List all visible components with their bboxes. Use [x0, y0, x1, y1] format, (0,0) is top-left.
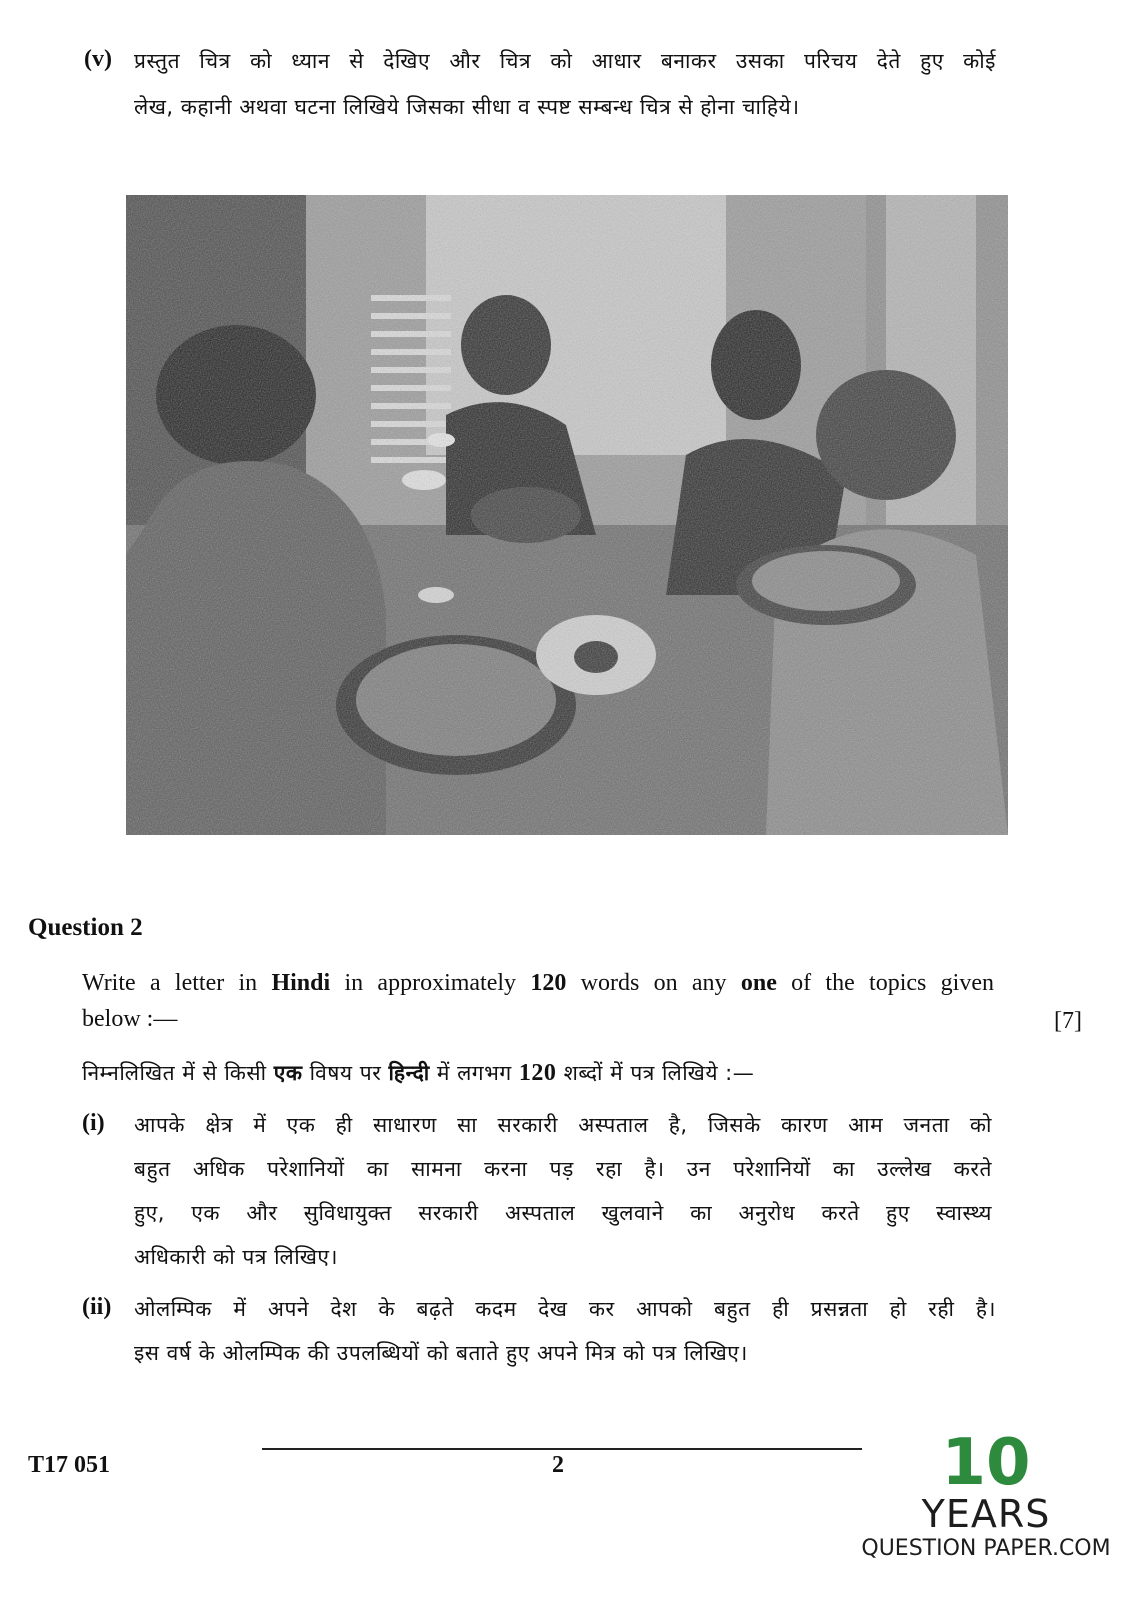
- part-v-line-2: लेख, कहानी अथवा घटना लिखिये जिसका सीधा व स्पष्ट सम्बन्ध चित्र से होना चाहिये।: [134, 95, 800, 119]
- logo-site: QUESTION PAPER.COM: [861, 1536, 1111, 1561]
- option-label-i: (i): [82, 1110, 105, 1136]
- logo-number: 10: [941, 1426, 1031, 1500]
- scene-photograph: [126, 195, 1008, 835]
- option-i-line-1: आपके क्षेत्र में एक ही साधारण सा सरकारी अस्पताल है, जिसके कारण आम जनता को: [134, 1113, 992, 1137]
- instruction-text: of the topics given: [776, 970, 994, 996]
- paper-code: T17 051: [28, 1452, 111, 1478]
- instruction-bold: एक: [273, 1061, 303, 1085]
- q2-instruction-english-line-2: below :—: [82, 1006, 178, 1032]
- footer-rule: [262, 1448, 862, 1450]
- page-number: 2: [552, 1452, 564, 1478]
- q2-instruction-english-line-1: [82, 970, 994, 997]
- instruction-text: निम्नलिखित में से किसी: [82, 1061, 274, 1085]
- part-v-line-1: प्रस्तुत चित्र को ध्यान से देखिए और चित्र को आधार बनाकर उसका परिचय देते हुए कोई: [134, 49, 996, 73]
- option-i-line-3: हुए, एक और सुविधायुक्त सरकारी अस्पताल खुलवाने का अनुरोध करते हुए स्वास्थ्य: [134, 1201, 992, 1225]
- question-2-heading: Question 2: [28, 914, 143, 941]
- part-label-v: (v): [84, 46, 112, 72]
- instruction-bold: 120: [518, 1060, 557, 1086]
- instruction-text: शब्दों में पत्र लिखिये :—: [556, 1061, 755, 1085]
- option-ii-line-2: इस वर्ष के ओलम्पिक की उपलब्धियों को बताते हुए अपने मित्र को पत्र लिखिए।: [134, 1341, 748, 1365]
- instruction-text: in approximately: [330, 970, 531, 996]
- instruction-bold: Hindi: [271, 970, 331, 996]
- logo-years: YEARS: [921, 1492, 1051, 1536]
- marks-badge: [7]: [1054, 1008, 1082, 1034]
- instruction-text: Write a letter in: [82, 970, 272, 996]
- option-label-ii: (ii): [82, 1294, 112, 1320]
- instruction-bold: one: [740, 970, 777, 996]
- option-ii-line-1: ओलम्पिक में अपने देश के बढ़ते कदम देख कर आपको बहुत ही प्रसन्नता हो रही है।: [134, 1297, 996, 1321]
- option-i-line-4: अधिकारी को पत्र लिखिए।: [134, 1245, 338, 1269]
- instruction-bold: हिन्दी: [388, 1061, 430, 1085]
- site-logo: [856, 1426, 1116, 1564]
- instruction-text: विषय पर: [302, 1061, 389, 1085]
- option-i-line-2: बहुत अधिक परेशानियों का सामना करना पड़ रहा है। उन परेशानियों का उल्लेख करते: [134, 1157, 992, 1181]
- q2-instruction-hindi: [82, 1050, 994, 1096]
- instruction-bold: 120: [530, 970, 567, 996]
- instruction-text: words on any: [566, 970, 741, 996]
- instruction-text: में लगभग: [429, 1061, 519, 1085]
